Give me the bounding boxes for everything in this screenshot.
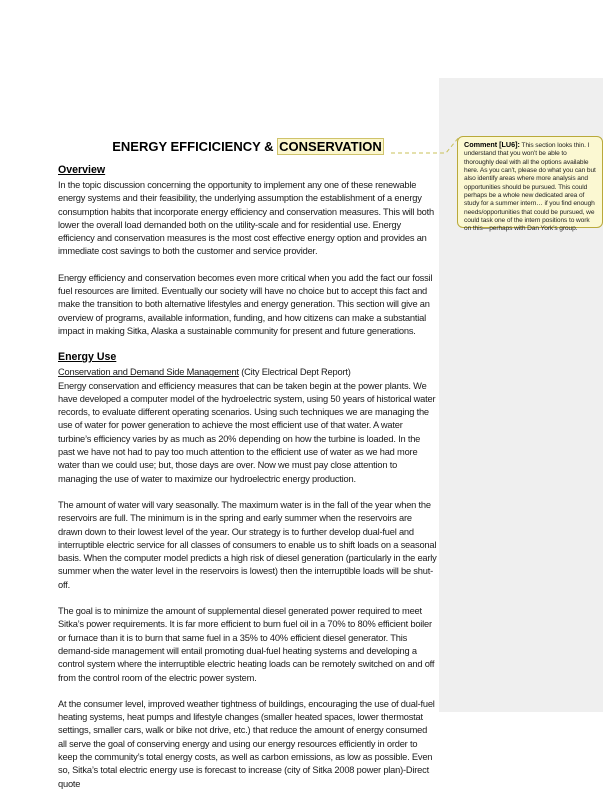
document-body <box>58 0 438 791</box>
title-text: ENERGY EFFICICIENCY & <box>112 139 278 154</box>
energy-use-paragraph-1: Energy conservation and efficiency measures that can be taken begin at the power plants. We have developed a computer model of the hydroelectric system, using 50 years of historical water records, to evaluate different operating scenarios. Using such techniques we are managing the use of water for power generation to achieve the most efficient use of that water. A water turbine’s efficiency varies by as much as 20% depending on how the turbine is loaded. In the past we have not had to pay too much attention to the efficient use of water as we had more water than we could use; but, those days are over. Now we must pay close attention to managing the use of water to maximize our hydroelectric energy production. <box>58 380 436 484</box>
energy-use-paragraph-3: The goal is to minimize the amount of supplemental diesel generated power required to meet Sitka’s power requirements. It is far more efficient to burn fuel oil in a 70% to 80% efficient boiler or furnace than it is to burn that same fuel in a 35% to 40% efficient diesel generator. This demand-side management will entail promoting dual-fuel heating systems and developing a control system where the interruptible electric heating loads can be remotely switched on and off from the control room of the electric power system. <box>58 606 435 683</box>
subheading-conservation-dsm <box>58 366 438 379</box>
comment-text: This section looks thin. I understand that you won’t be able to thoroughly deal with all the options available here. As you can’t, please do what you can but also identify areas where more analysis and opportunities should be pursued. This could perhaps be a whole new dedicated area of study for a summer intern… if you find enough needs/opportunities that could be pursued, we could task one of the intern positions to work on this—perhaps with Dan York’s group. <box>464 142 596 233</box>
comment-label: Comment [LU6]: <box>464 140 520 149</box>
comment-balloon[interactable] <box>457 136 603 233</box>
energy-use-paragraph-2: The amount of water will vary seasonally. The maximum water is in the fall of the year when the reservoirs are full. The minimum is in the spring and early summer when the reservoirs are drawn down to their lowest level of the year. Our strategy is to further develop dual-fuel and interruptible electric service for all classes of consumers to enable us to shift loads on a seasonal basis. When the computer model predicts a high risk of diesel generation (particularly in the early summer when the water level in the reservoirs is lowest) then the interruptible loads will be shut-off. <box>58 499 437 590</box>
comment-anchor-highlight[interactable]: CONSERVATION <box>279 139 382 154</box>
overview-paragraph-1: In the topic discussion concerning the opportunity to implement any one of these renewable energy systems and their feasibility, the underlying assumption the establishment of a energy consumption habits that incorporate energy efficiency and conservation measures. This will both lower the overall load demanded both on the utility-scale and for residential use. Energy efficiency and conservation measures is the most cost effective energy option and provides an immediate cost savings to both the customer and service provider. <box>58 180 434 257</box>
overview-paragraph-2: Energy efficiency and conservation becomes even more critical when you add the fact our fossil fuel resources are limited. Eventually our society will have no choice but to accept this fact and make the transition to both alternative lifestyles and energy generation. This section will give an overview of programs, available information, funding, and how citizens can make a substantial impact in making Sitka, Alaska a sustainable community for present and future generations. <box>58 272 433 336</box>
subheading-rest-text: (City Electrical Dept Report) <box>238 367 351 378</box>
heading-overview: Overview <box>58 164 106 176</box>
energy-use-paragraph-4: At the consumer level, improved weather tightness of buildings, encouraging the use of dual-fuel heating systems, heat pumps and lifestyle changes (smaller heated spaces, lower thermostat settings, smaller cars, walk or bike not drive, etc.) that reduce the amount of energy consumed all serve the goal of conserving energy and using our energy resources efficiently in order to keep the community’s total energy costs, as well as carbon emissions, as low as possible. Even so, Sitka’s total electric energy use is forecast to increase (city of Sitka 2008 power plan)-Direct quote <box>58 698 435 789</box>
subheading-underlined-text: Conservation and Demand Side Management <box>58 367 239 378</box>
document-title <box>58 139 438 155</box>
heading-energy-use: Energy Use <box>58 351 117 364</box>
